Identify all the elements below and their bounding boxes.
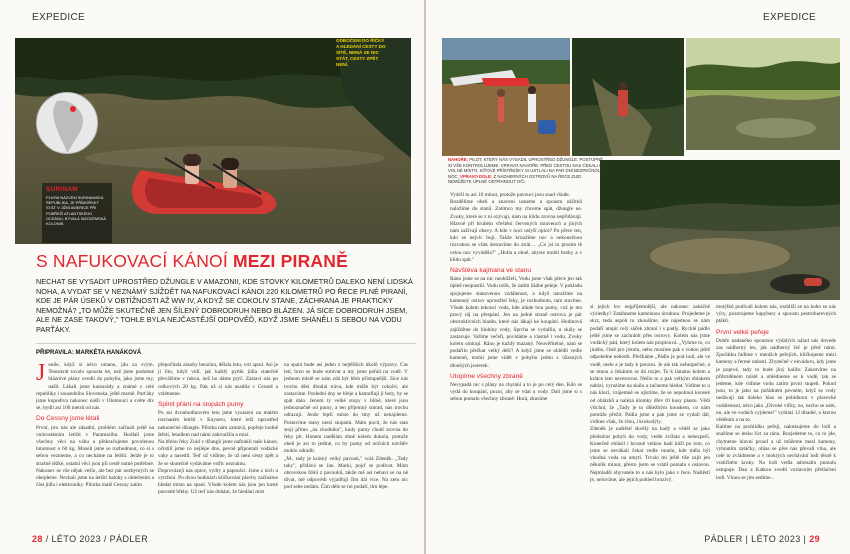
section-label: EXPEDICE bbox=[32, 12, 85, 23]
paragraph: Nevypadá nic s plány na chytání a to je po celý den. Kdo se vydá do koupání, pozor, aby se vdal u vody. Dali jsme si s sebou pomalu všechny zbraně: Hurá, zkusíme bbox=[450, 382, 582, 403]
country-info-box bbox=[42, 183, 112, 243]
subheading: Do Cessny jsme létali bbox=[36, 415, 100, 423]
photo-river-forest bbox=[686, 38, 840, 150]
article-lead: NECHAT SE VYSADIT UPROSTŘED DŽUNGLE V AMAZONII, KDE STOVKY KILOMETRŮ DALEKO NENÍ LIDSKÁ NOHA, A VYDAT SE V NEZNÁMÝ SJÍŽDĚT NA NAFUKOVACÍ KÁNOI 220 KILOMETRŮ PO ŘECE PLNÉ PIRANÍ, KDE JE PÁR ÚSEKŮ V OBTÍŽNOSTI AŽ WW IV, A KDYŽ SE COKOLIV STANE, ZÁCHRANA JE PRAKTICKY NEMOŽNÁ? „TO MŮŽE SKUTEČNĚ JEN ŠÍLENÝ DOBRODRUH NEBO BLÁZEN. JÁ SICE DOBRODRUH JSEM, ALE NE ZASE TAKOVÝ," TOHLE BYLA NEJČASTĚJŠÍ ODPOVĚĎ, KDYŽ JSME SHÁNĚLI S SEBOU NA VODU PARŤÁKY. bbox=[36, 277, 413, 334]
photo-captions bbox=[448, 157, 604, 185]
folio-text: / LÉTO 2023 / PÁDLER bbox=[45, 534, 149, 544]
paragraph: Dobře nadaného spoustou výdalých nálad nás dovede zas nádherný les, jak nádherný řeč je před námi. Zpočátku řadíme v menších peřejích, kličkujeme mezi kameny a ferme radosti. Zbytečně v ekvádoru, kdy jsme je poprvé, tady to bude jiný kalibr. Zakotvíme na přibrzděném místě a ohlédneme se k vodě, tak se jedeme, kde vidíme vodu zatím první stupeň. Pokud jsou, to je jako na pořádném pevném, když se vody nedávají tak daleko hlas se pobídnout v plavecké vzdálenosti, něco jako „Divoké vlčky, no, necho se nám, no, ale ve vodách vyjdeme!" vyhlásí 12 tibadel, o kterou věděním a na to. bbox=[716, 337, 836, 424]
paragraph: Kalíme na prohlídku peřejí, nakukujeme do lodí a snažíme se lesku říct za ránu. Rozjedeme to, co to jde, chytneme hlavní proud a už můžeme mezi kameny, vyhnutím zatáčky, oblas se přes nás převalí vlna, ale celé to zvládneme a v mokrých nechávání lodí těsně k vratičitém kroky. Na lodi vedla adrenalin pomalu ustupuje. Dan a Katkou zvedli vorlavním přetlačení lodí. Vlnou se jim sedíme... bbox=[716, 424, 836, 481]
author-credit: PŘIPRAVILA: MARKÉTA HANÁKOVÁ bbox=[36, 350, 142, 356]
paragraph: Po asi dvouhodinovém letu jsme vysazeni na malém travnatém letišti v Kayseru, které leží uprostřed nekonečné džungle. Pilotka nám zamává, popřeje hodně štěstí, letadlem nad námi zakroužila a mizí. bbox=[158, 410, 278, 438]
page-folio bbox=[32, 534, 148, 544]
article-headline bbox=[36, 251, 416, 272]
paragraph: První, pro nás ale zásadní, problém začínali ještě na vnitrostátním letišti v Paramaribu. Hodlali jsme všechny věci na vábu a překračujeme povolenou hmotnost o 60 kg. Museli jsme se rozhodnout, co si s sebou vezmeme, a co necháme na letišti. Jenže je to strašně těžké, ostatní věci jsou při cestě nutné potřebné. Nakonec se vše nějak vešlo, ale bez pár nezbytných se obejdeme. Nechali jsme na letišti batohy s oblečením a část jídla i elektroniky. Pilotka malé Cessny zatím bbox=[36, 424, 154, 489]
text-column-2 bbox=[590, 304, 710, 536]
paragraph: enile, když si něco umanu, jdu za svým. Tentokrát tovalo spousta let, než jsme podobné bláznivé plány uvedli do pohybu, jako jsme my, našli. Lákali jsme kamarády a známé z celé republiky i sousedního Slovenska, ještě marně. Parťáky jsme kupodivu nakonec našli v Olomouci a světe div se, bydlí asi 100 metrů od nás. bbox=[36, 362, 154, 412]
divider bbox=[36, 343, 416, 344]
paragraph: „M., tady je krásný velký pavouk," volá Zdeněk. „Tady taky", přidává se Jan. Marki, pojď se podívat. Mám obrovskou fóbii z pavouků, takže mě asi nebaví se na ně dívat, mé odpovědi vyjadřují čím dál více. Na zem nic pod sebe nedám. Čím déle se mi podaří, tím lépe. bbox=[284, 455, 408, 491]
photo-caption: ODBOČENÍ DO ŘÍČKY A HLEDÁNÍ CESTY DO SÍTĚ, NEMÁ SE NIC STÁT, CESTY ZPĚT NENÍ. bbox=[336, 38, 386, 67]
photo-plane-landing bbox=[442, 38, 570, 156]
caption-label: NAHOŘE: bbox=[448, 157, 469, 162]
caption-label: VPRAVO DOLE: bbox=[459, 173, 493, 179]
locator-map bbox=[36, 92, 104, 184]
photo-river-islands bbox=[600, 160, 840, 300]
south-america-shape bbox=[37, 93, 98, 154]
photo-creek-sunlight bbox=[572, 38, 684, 156]
drop-cap: J bbox=[36, 362, 46, 386]
creek-photo-illustration bbox=[572, 38, 684, 156]
caption-text: PILOT, KTERÝ NÁS VYSADIL UPROSTŘED DŽUNGLE. POSTUPNĚ SI VŠE KONTROLUJEME. VPRAVO NAHOŘE: PŘED CESTOU NAS ČEKALI A VOLNÉ MÍSTO. SÍŤOVÉ PŘÍSTŘEŠKY SI USTLALI NA PAR DNÍ BEZPEČNOU NOC. bbox=[448, 157, 604, 179]
paragraph: Doprovázejí nás opice, vydry a papoušci. Jsme z nich u vytržení. Po dvou hodinách kličkování plavby začínáme hledat místo na spaní. Všude kolem nás jsou jen husté porostlé břehy. Už teď nás dohání, že hledání míst bbox=[158, 467, 278, 496]
paragraph: Zdeněk je naštěstí skvělý na hadý a věděl se jako předstírat pohyb do vody, vedle zvířata a nebezpečí. Konečně ohlásil i hrozně velkou hadí kůži po tom, co jsme se neváhali čekat vedle tunelu, kde měla být vhodná voda na umytí. Trvalo mi ještě tiše zajít jen několik minut, přesto jsem se vrátil pomalu s oslavou. Nejmladší obyvatele to u nás bylo jako v řece. Naštěstí je, nelovíme, ale jejich pohled hrozivý. bbox=[590, 426, 710, 483]
left-page bbox=[0, 0, 424, 554]
globe-map-icon bbox=[36, 92, 98, 154]
paragraph: přepočítala zásoby benzínu, dělala letu, vrtí apod. Asi je jí líto, když vidí, jak každý pytlík jídla statečně převážíme v rukou, než ho dáme pryč. Zastaví nás po celkových 20 kg. Pak už si nás usadila v Cessně a vzlétneme. bbox=[158, 362, 278, 397]
subheading: Návštěva kajmana ve stanu bbox=[450, 267, 531, 275]
paragraph: Na břehu řeky Zuid v džungli jsme nafoukli naše kánoe, očistili jsme co nejlépe dno, pevně připoutali vodácké vaky a nasedli. Teď už vidíme, že už není cesty zpět a že se skutečně vydáváme vstříc neznámu. bbox=[158, 439, 278, 467]
headline-regular: S NAFUKOVACÍ KÁNOÍ bbox=[36, 251, 228, 271]
paragraph: si jejich lov nejpříjemnější, ale nakonec zakáčné výsledky? Zatáhneme kamennou úrodnou. Projedeme je skrz, teda aspoň to zkoušíme, ale najednou se nám podaří utopit celý sáček zbraní i s padly. Rychlé pádlo ještě jsme se zachránit přes ostrovy. Kolem nás jsme vodácký pád, který kolem nás proplouvá. „Vyhrne to, co jiného, čistě pro jistotu, nebo musíme pak s vodou ještě odpoledne nehodit. Přečkáme „Pádlo je pod lodí, ale ve vodě, mele a je tady k ponoru. Je ale tak nebezpečné, a se mnou a čekáním se dá rozjet. To k lámáno kolem a krátce tam necestovat. Nešlo to a pak velkým oblakem nabízí, vyrazíme na skálu a začneme hledat. Vidíme to u nás kluci, vzájemně se ujistíme, že se nepohnul kousek od oblázků a nalézá úlomky dřev tři kusy plastu. Vědí všichni, že „Tady je to důležitým kouskem, co nám pomůže přežít. Pádla jsme a pak jsme se vydali dál, vidíme však, že vlnu, i krokodýly. bbox=[590, 304, 710, 426]
paragraph: motýlků podívali kolem nás, rozhlíží se na koho se nás výry, pozorujeme kapybary a spoustu pestrobarevných ptáků. bbox=[716, 304, 836, 325]
forest-photo-illustration bbox=[686, 38, 840, 150]
page-number: 29 bbox=[809, 534, 820, 544]
text-column-3 bbox=[716, 304, 836, 536]
paragraph: Rozdělíme oheň a znaveni usneme a spoustu zážitků naložíme do stanů. Zatímco my chceme spát, džungle ne. Zvuky, které se z ní ozývají, nám na klidu zrovna nepřidávají. Hlavně při hrubém vřeštění červených mravenců a jiných nám zažívají obavy. A kdo v noci uslyší opice? Po přece ten, kdo se nejvíc bojí. Takže kroužíme noc a nekonečnou rozvahou se však dostavíme do ztrát… „Co jsi tu prosim tě celou noc vyváděla?" „Hrála a ohně, abyste mohli hezky a v klidu spát." bbox=[450, 199, 582, 263]
section-label: EXPEDICE bbox=[763, 12, 816, 23]
plane-photo-illustration bbox=[442, 38, 570, 156]
paragraph: Vydrží to asi 10 minut, protože pavouci jsou snad všude. bbox=[450, 192, 570, 198]
page-number: 28 bbox=[32, 534, 43, 544]
caption-text: Z NÁDHERNÝCH OSTROVŮ NA ŘECE ZUID NEMŮŽETE ÚPLNĚ ODTRHNOUT OČI. bbox=[448, 173, 582, 185]
subheading: Utopíme všechny zbraně bbox=[450, 372, 523, 380]
headline-bold: MEZI PIRANĚ bbox=[232, 251, 348, 271]
text-column-1 bbox=[36, 362, 154, 542]
page-folio bbox=[704, 534, 820, 544]
river-photo-illustration bbox=[600, 160, 840, 300]
text-column-3 bbox=[284, 362, 408, 542]
right-page bbox=[426, 0, 850, 554]
subheading: První velké peřeje bbox=[716, 328, 769, 336]
text-column-2 bbox=[158, 362, 278, 542]
country-name: SURINAM bbox=[46, 186, 78, 193]
folio-text: PÁDLER | LÉTO 2023 | bbox=[704, 534, 807, 544]
paragraph: Ráno jsme se na nic neohlíželi, Vodu jsme však přece jen tak úplně neopustili. Vodu tolik, že zatím žádné peleje. V pokladu spojujeme stanovenou vzdálenost, a když naražíme na kamenný ostrov uprostřed řeky, je rozhodnuto, tam stavíme. Všude kolem tekoucí voda, kde nikde bou pumy, což je ten pravý ráj na přespání. Jen na jedné straně ostrova je pár obstruktivních hladin, které nás lákají ke koupání. Hodinová zajíždíme do hlubiny vody, Sprcha se vydařila, u skály se zastavuje. Vaříme večeři, povídáme a vlastně i vodu, Zvuky kolem umírají. Ráno je každý mazaný. Neuvěřitelné, nám se podařilo přečkat velký déšť! A když jsme se ohlédli vedle kamenů, mohli jsme vidět v pohybu jednu z úžasných dlouhých jesterek. bbox=[450, 276, 582, 369]
paragraph: na spaní bude asi jeden z nejtěžších úkolů výpravy. Čas letí, brzo se bude stmívat a my jsme pořád na vodě. V jednom místě se nám zdá být břeh přístupnější. Sice nás trochu děsí dlouhá tráva, kde může být cokoliv, ale zastavíme. Poslední dny se hřeje a kamuflují ji boty, by se spát dalo. Jenom ty velké stopy v hlíně, které jsou jednoznačně od pumy, a ten příjemný smrad, nás trochu odrazují. Jenže lepší místo do tmy už nenajdeme. Postavíme stany mezi stopami. Mám pocit, že nás stan stojí přímo „na chodníku", kudy pumy chodí zrovna do řeky pít. Honem nadělám ohně kolem dokola, protože oheň je asi to jediné, co by pumy od nočních návštěv mohlo odradit. bbox=[284, 362, 408, 455]
text-column-1 bbox=[450, 192, 582, 536]
country-description: PLNÝM NÁZVEM SURINAMSKÁ REPUBLIKA, JE PŘÍMOŘSKÝ STÁT V JIŽNÍ AMERICE PŘI POBŘEŽÍ ATLANTSKÉHO OCEÁNU, BÝVALÁ NIZOZEMSKÁ KOLONIE. bbox=[46, 195, 107, 227]
subheading: Splnit přání na stopách pumy bbox=[158, 401, 244, 409]
